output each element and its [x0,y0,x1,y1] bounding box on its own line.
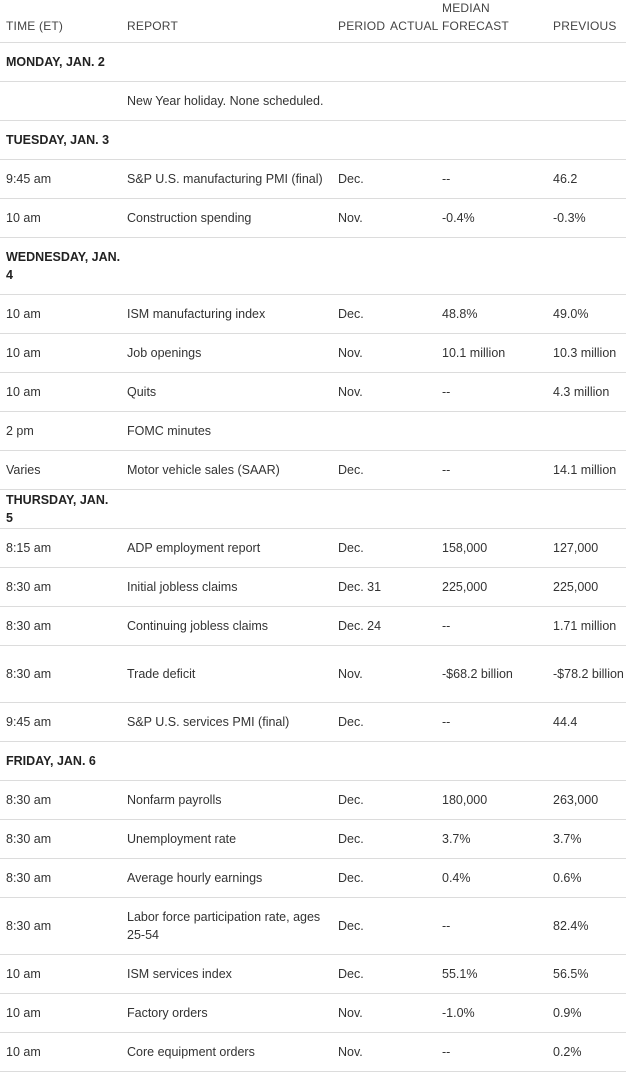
cell-previous [553,82,625,120]
cell-actual [390,82,440,120]
cell-forecast: -- [442,385,451,399]
cell-previous: 0.2% [553,1045,582,1059]
table-row [0,859,626,898]
cell-period: Dec. [338,871,364,885]
cell-time: 8:30 am [6,919,52,933]
cell-report: Labor force participation rate, ages 25-54 [127,910,321,942]
cell-previous: 0.6% [553,871,582,885]
cell-previous: 0.9% [553,1006,582,1020]
table-row [0,955,626,994]
day-header-row [0,490,626,529]
day-label: THURSDAY, JAN. 5 [6,493,109,525]
day-header-row [0,742,626,781]
cell-period: Dec. [338,307,364,321]
header-period: PERIOD [338,19,386,33]
cell-report: S&P U.S. services PMI (final) [127,715,290,729]
cell-actual [390,607,440,645]
table-row [0,820,626,859]
cell-previous: 46.2 [553,172,578,186]
cell-period: Nov. [338,346,363,360]
cell-forecast: -- [442,463,451,477]
cell-time: 8:30 am [6,832,52,846]
cell-time [6,82,116,120]
cell-actual [390,160,440,198]
cell-period: Nov. [338,211,363,225]
cell-time: 10 am [6,307,41,321]
cell-actual [390,781,440,819]
cell-actual [390,859,440,897]
cell-previous: 49.0% [553,307,589,321]
cell-previous: 44.4 [553,715,578,729]
cell-report: ISM services index [127,967,232,981]
cell-previous: 4.3 million [553,385,610,399]
header-forecast-line1: MEDIAN [442,1,490,15]
cell-actual [390,529,440,567]
cell-previous [553,412,625,450]
cell-forecast: 225,000 [442,580,488,594]
cell-report: Core equipment orders [127,1045,255,1059]
cell-actual [390,295,440,333]
cell-previous: 127,000 [553,541,599,555]
cell-actual [390,703,440,741]
header-actual: ACTUAL [390,19,439,33]
table-row [0,994,626,1033]
cell-forecast [442,82,547,120]
cell-time: 10 am [6,385,41,399]
cell-period: Dec. [338,715,364,729]
cell-previous: 263,000 [553,793,599,807]
table-row [0,295,626,334]
cell-actual [390,898,440,954]
cell-time: 10 am [6,211,41,225]
cell-time: 8:30 am [6,871,52,885]
cell-period: Dec. [338,919,364,933]
cell-report: Unemployment rate [127,832,237,846]
cell-forecast: -- [442,172,451,186]
cell-forecast: 180,000 [442,793,488,807]
cell-time: 10 am [6,967,41,981]
cell-forecast: 55.1% [442,967,478,981]
day-label: TUESDAY, JAN. 3 [6,133,110,147]
day-label: WEDNESDAY, JAN. 4 [6,250,121,282]
cell-report: Job openings [127,346,202,360]
cell-time: 10 am [6,346,41,360]
cell-forecast: -- [442,715,451,729]
cell-forecast: 3.7% [442,832,471,846]
table-row [0,646,626,703]
table-row [0,199,626,238]
table-row [0,373,626,412]
cell-report: ISM manufacturing index [127,307,266,321]
cell-time: 8:30 am [6,667,52,681]
cell-report: Quits [127,385,157,399]
cell-period: Dec. [338,967,364,981]
cell-time: 10 am [6,1006,41,1020]
cell-time: 8:15 am [6,541,52,555]
cell-time: 8:30 am [6,793,52,807]
cell-period: Dec. [338,832,364,846]
cell-previous: 3.7% [553,832,582,846]
day-label: FRIDAY, JAN. 6 [6,754,96,768]
cell-time: 9:45 am [6,172,52,186]
cell-period: Nov. [338,385,363,399]
cell-time: 10 am [6,1045,41,1059]
cell-period: Dec. [338,463,364,477]
table-row [0,160,626,199]
table-row [0,781,626,820]
cell-previous: 14.1 million [553,463,617,477]
cell-time: Varies [6,463,41,477]
header-previous: PREVIOUS [553,19,617,33]
cell-report: Construction spending [127,211,252,225]
cell-actual [390,199,440,237]
cell-previous: -$78.2 billion [553,667,624,681]
cell-previous: 10.3 million [553,346,617,360]
cell-report: Factory orders [127,1006,208,1020]
cell-period: Nov. [338,667,363,681]
cell-period: Dec. [338,793,364,807]
table-row [0,334,626,373]
cell-previous: -0.3% [553,211,586,225]
cell-actual [390,334,440,372]
cell-time: 8:30 am [6,580,52,594]
header-report: REPORT [127,19,178,33]
cell-forecast [442,412,547,450]
cell-forecast: -1.0% [442,1006,475,1020]
cell-forecast: -- [442,919,451,933]
cell-period: Nov. [338,1006,363,1020]
cell-time: 9:45 am [6,715,52,729]
cell-report: Initial jobless claims [127,580,238,594]
day-header-row [0,43,626,82]
cell-period [338,82,388,120]
cell-period: Dec. 31 [338,580,382,594]
cell-actual [390,1033,440,1071]
cell-forecast: -0.4% [442,211,475,225]
cell-period: Nov. [338,1045,363,1059]
cell-period [338,412,388,450]
cell-actual [390,955,440,993]
cell-previous: 1.71 million [553,619,617,633]
cell-forecast: 48.8% [442,307,478,321]
cell-forecast: 0.4% [442,871,471,885]
table-row [0,529,626,568]
table-row [0,412,626,451]
header-time: TIME (ET) [6,19,64,33]
cell-previous: 56.5% [553,967,589,981]
cell-time: 2 pm [6,424,34,438]
table-row [0,898,626,955]
cell-report: Motor vehicle sales (SAAR) [127,463,280,477]
day-label: MONDAY, JAN. 2 [6,55,105,69]
cell-actual [390,820,440,858]
table-row [0,1033,626,1072]
cell-report: Continuing jobless claims [127,619,269,633]
cell-report: FOMC minutes [127,424,212,438]
cell-period: Dec. 24 [338,619,382,633]
cell-report: Trade deficit [127,667,196,681]
cell-actual [390,412,440,450]
cell-report: Average hourly earnings [127,871,263,885]
cell-report: ADP employment report [127,541,261,555]
cell-forecast: -- [442,619,451,633]
cell-actual [390,994,440,1032]
cell-actual [390,451,440,489]
cell-period: Dec. [338,541,364,555]
cell-report: S&P U.S. manufacturing PMI (final) [127,172,323,186]
table-row [0,607,626,646]
header-forecast-line2: FORECAST [442,19,509,33]
cell-forecast: -- [442,1045,451,1059]
table-body [0,43,629,1072]
table-row [0,703,626,742]
cell-forecast: 158,000 [442,541,488,555]
cell-report: New Year holiday. None scheduled. [127,94,324,108]
day-header-row [0,238,626,295]
day-header-row [0,121,626,160]
cell-previous: 225,000 [553,580,599,594]
cell-forecast: -$68.2 billion [442,667,513,681]
cell-forecast: 10.1 million [442,346,506,360]
table-row [0,568,626,607]
table-header [0,0,626,43]
cell-report: Nonfarm payrolls [127,793,222,807]
cell-time: 8:30 am [6,619,52,633]
table-row [0,451,626,490]
header-forecast [442,0,547,42]
cell-actual [390,568,440,606]
table-row [0,82,626,121]
cell-period: Dec. [338,172,364,186]
cell-actual [390,646,440,702]
cell-actual [390,373,440,411]
cell-previous: 82.4% [553,919,589,933]
